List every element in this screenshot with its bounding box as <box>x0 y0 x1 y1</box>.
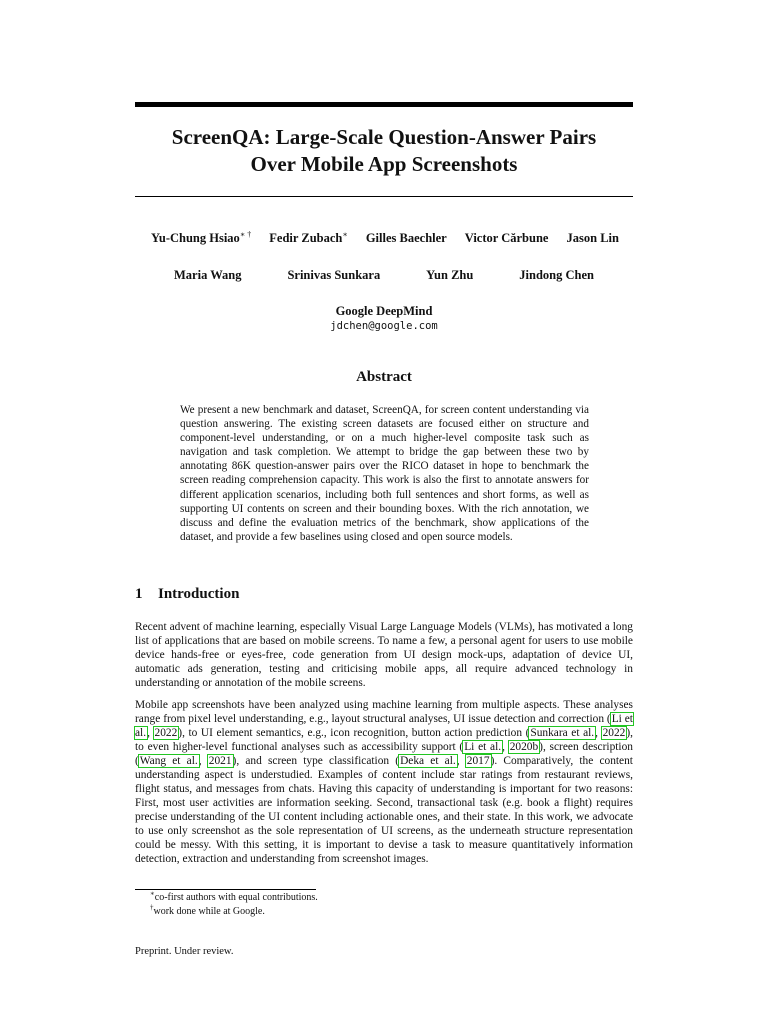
section-title: Introduction <box>158 586 240 602</box>
citation-link[interactable]: 2022 <box>602 727 626 739</box>
author-footnote-mark: ∗ <box>342 229 348 239</box>
citation-link[interactable]: 2017 <box>466 755 490 767</box>
author: Jindong Chen <box>519 268 594 282</box>
citation-link[interactable]: Li et al. <box>464 741 502 753</box>
citation-link[interactable]: 2022 <box>154 727 178 739</box>
author: Maria Wang <box>174 268 242 282</box>
citation-link[interactable]: Li et al. <box>135 713 633 739</box>
author-row-2 <box>135 268 633 283</box>
section-number: 1 <box>135 586 143 602</box>
citation-link[interactable]: 2021 <box>208 755 232 767</box>
author: Srinivas Sunkara <box>287 268 381 282</box>
title-top-rule <box>135 102 633 107</box>
author: Yun Zhu <box>426 268 474 282</box>
footnote: †work done while at Google. <box>150 903 265 917</box>
author: Fedir Zubach∗ <box>269 229 348 245</box>
footnote: ∗co-first authors with equal contributions. <box>150 889 318 903</box>
author-footnote-mark: ∗ † <box>239 229 252 239</box>
citation-link[interactable]: Wang et al. <box>139 755 198 767</box>
author: Gilles Baechler <box>365 231 447 245</box>
footnote-mark: † <box>150 903 154 912</box>
citation-link[interactable]: Sunkara et al. <box>530 727 595 739</box>
intro-paragraph-1: Recent advent of machine learning, especially Visual Large Language Models (VLMs), has motivated a long list of applications that are based on mobile screens. To name a few, a personal agent for users to use mobile device hands-free or eyes-free, code generation from UI design mock-ups, adaptation of device UI, automatic ads generation, testing and criticising mobile apps, all require advanced technology in understanding or annotation of the mobile screens. <box>135 621 633 689</box>
preprint-notice: Preprint. Under review. <box>135 946 234 957</box>
citation-link[interactable]: 2020b <box>509 741 539 753</box>
paper-title <box>135 124 633 178</box>
author: Jason Lin <box>566 231 619 245</box>
title-bottom-rule <box>135 196 633 197</box>
citation-link[interactable]: Deka et al. <box>400 755 456 767</box>
affiliation: Google DeepMind <box>335 304 433 318</box>
author-row-1 <box>135 231 633 246</box>
title-line-2: Over Mobile App Screenshots <box>250 152 518 176</box>
footnote-rule <box>135 889 316 890</box>
abstract-heading: Abstract <box>356 369 412 385</box>
abstract-text: We present a new benchmark and dataset, ScreenQA, for screen content understanding via question answering. The existing screen datasets are focused either on structure and component-level understanding, or on a much higher-level composite task such as navigation and task completion. We attempt to bridge the gap between these two by annotating 86K question-answer pairs over the RICO dataset in hope to benchmark the screen reading comprehension capacity. This work is also the first to annotate answers for different application scenarios, including both full sentences and short forms, as well as supporting UI contents on screen and their bounding boxes. With the rich annotation, we discuss and define the evaluation metrics of the benchmark, show applications of the dataset, and provide a few baselines using closed and open source models. <box>180 404 589 543</box>
title-line-1: ScreenQA: Large-Scale Question-Answer Pairs <box>171 125 597 149</box>
author: Yu-Chung Hsiao∗ † <box>151 229 252 245</box>
intro-paragraph-2: Mobile app screenshots have been analyzed using machine learning from multiple aspects. These analyses range from pixel level understanding, e.g., layout structural analyses, UI issue detection and correction (Li et al., 2022), to UI element semantics, e.g., icon recognition, button action prediction (Sunkara et al., 2022), to even higher-level functional analyses such as accessibility support (Li et al., 2020b), screen description (Wang et al., 2021), and screen type classification (Deka et al., 2017). Comparatively, the content understanding aspect is understudied. Examples of content include star ratings from restaurant reviews, flight status, and messages from chats. Having this capacity of understanding is important for two reasons: First, most user activities are information seeking. Second, transactional task (e.g. book a flight) requires precise understanding of the UI content including actionable ones, and their state. In this work, we advocate to use only screenshot as the sole representation of UI screens, as the underneath structure representation could be messy. With this setting, it is important to devise a task to measure quantitatively information detection, extraction and understanding from screenshot images. <box>135 699 633 865</box>
author: Victor Cărbune <box>464 231 549 245</box>
contact-email: jdchen@google.com <box>330 320 438 332</box>
section-heading <box>135 586 239 603</box>
footnote-mark: ∗ <box>150 889 155 898</box>
